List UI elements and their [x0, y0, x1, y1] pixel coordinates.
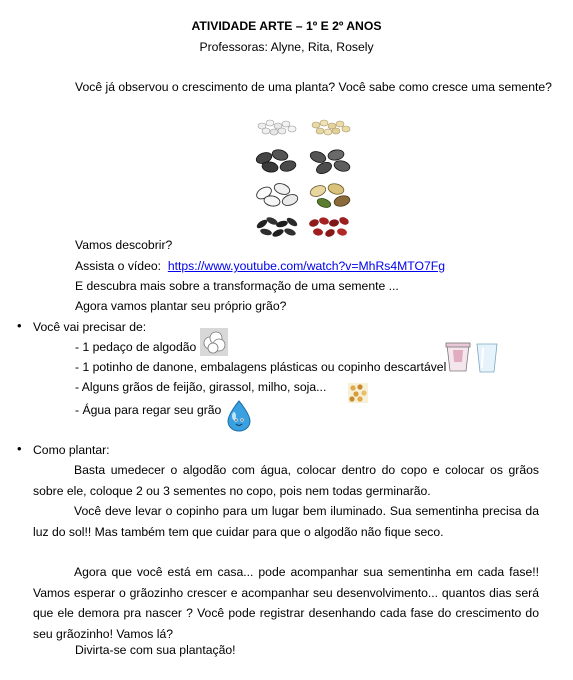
closing-line: Divirta-se com sua plantação! — [75, 643, 236, 657]
mixed-seeds — [309, 182, 351, 209]
material-item-cup: - 1 potinho de danone, embalagens plásticas ou copinho descartável — [75, 360, 447, 374]
cups-icon — [444, 340, 500, 374]
material-item-grains: - Alguns grãos de feijão, girassol, milho, soja... — [75, 380, 327, 394]
page-title: ATIVIDADE ARTE – 1º E 2º ANOS — [191, 19, 382, 33]
video-link[interactable]: https://www.youtube.com/watch?v=MhRs4MTO7Fg — [167, 259, 445, 273]
bullet-materials: • — [17, 318, 22, 333]
white-seeds — [258, 120, 296, 135]
discover-more: E descubra mais sobre a transformação de uma semente ... — [75, 279, 399, 293]
bullet-how-to: • — [17, 441, 22, 456]
materials-heading: Você vai precisar de: — [33, 320, 147, 334]
now-plant: Agora vamos plantar seu próprio grão? — [75, 299, 287, 313]
how-to-paragraph-3: Agora que você está em casa... pode acompanhar sua sementinha em cada fase!! Vamos esperar o grãozinho crescer e acompanhar seu desenvolvimento... quantos dias será que ele demora pra nascer ? Você pode registrar desenhando cada fase do crescimento do seu grãozinho! Vamos lá? — [33, 565, 539, 641]
watch-line — [75, 259, 445, 273]
red-beans — [308, 216, 350, 239]
teachers-line: Professoras: Alyne, Rita, Rosely — [199, 40, 374, 54]
beige-seeds — [312, 120, 350, 135]
intro-question: Você já observou o crescimento de uma planta? Você sabe como cresce uma semente? — [75, 80, 552, 94]
lets-discover: Vamos descobrir? — [75, 238, 173, 252]
watch-label: Assista o vídeo: — [75, 259, 162, 273]
material-item-cotton: - 1 pedaço de algodão — [75, 340, 197, 354]
large-white-seeds — [255, 182, 300, 208]
how-to-paragraph-1: Basta umedecer o algodão com água, colocar dentro do copo e colocar os grãos sobre ele, coloque 2 ou 3 sementes no copo, pois nem todas germinarão. — [33, 463, 539, 498]
how-to-heading: Como plantar: — [33, 443, 110, 457]
how-to-paragraph-2: Você deve levar o copinho para um lugar bem iluminado. Sua sementinha precisa da luz do sol!! Mas também tem que cuidar para que o algodão não fique seco. — [33, 504, 539, 539]
material-item-water: - Água para regar seu grão — [75, 403, 222, 417]
grey-seeds — [309, 149, 351, 176]
cotton-icon — [200, 328, 228, 356]
dark-seeds — [255, 148, 297, 173]
seeds-illustration-icon — [252, 115, 362, 240]
sunflower-seeds — [255, 216, 298, 239]
grains-icon — [348, 383, 368, 403]
water-drop-icon — [226, 400, 252, 432]
